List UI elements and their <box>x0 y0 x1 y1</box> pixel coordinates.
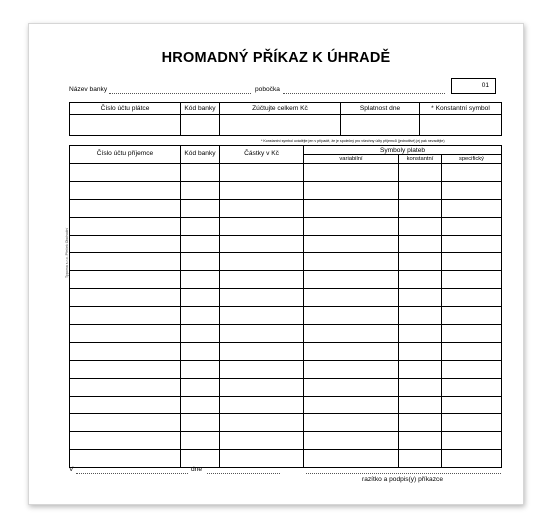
table-row <box>70 450 502 468</box>
table-row <box>70 164 502 182</box>
recipient-bank-code-cell[interactable] <box>181 199 220 217</box>
recipient-bank-code-cell[interactable] <box>181 289 220 307</box>
signature-label: razítko a podpis(y) příkazce <box>362 476 443 483</box>
printer-imprint: Typoma s.r.o. Přeček Obchodní <box>65 227 69 278</box>
recipient-bank-code-cell[interactable] <box>181 217 220 235</box>
branch-field[interactable] <box>283 93 445 94</box>
table-row <box>70 271 502 289</box>
recipient-bank-code-cell[interactable] <box>181 307 220 325</box>
specific-symbol-cell[interactable] <box>442 181 502 199</box>
variable-symbol-cell[interactable] <box>304 253 399 271</box>
variable-symbol-cell[interactable] <box>304 199 399 217</box>
recipient-bank-code-cell[interactable] <box>181 378 220 396</box>
recipient-bank-code-cell[interactable] <box>181 181 220 199</box>
header-amounts: Částky v Kč <box>220 146 304 164</box>
payment-order-form <box>28 23 524 505</box>
variable-symbol-cell[interactable] <box>304 325 399 343</box>
specific-symbol-cell[interactable] <box>442 217 502 235</box>
variable-symbol-cell[interactable] <box>304 217 399 235</box>
amount-cell[interactable] <box>220 253 304 271</box>
header-payer-account: Číslo účtu plátce <box>70 103 181 115</box>
specific-symbol-cell[interactable] <box>442 289 502 307</box>
recipient-account-cell[interactable] <box>70 164 181 182</box>
constant-symbol-row-cell[interactable] <box>399 253 442 271</box>
recipient-bank-code-cell[interactable] <box>181 360 220 378</box>
specific-symbol-cell[interactable] <box>442 378 502 396</box>
header-bank-code: Kód banky <box>181 103 220 115</box>
recipient-account-cell[interactable] <box>70 414 181 432</box>
form-number: 01 <box>451 78 496 94</box>
amount-cell[interactable] <box>220 235 304 253</box>
amount-cell[interactable] <box>220 414 304 432</box>
table-row <box>70 342 502 360</box>
specific-symbol-cell[interactable] <box>442 342 502 360</box>
payer-bank-code-cell[interactable] <box>181 115 220 136</box>
form-title: HROMADNÝ PŘÍKAZ K ÚHRADĚ <box>161 50 391 66</box>
specific-symbol-cell[interactable] <box>442 432 502 450</box>
payer-table <box>69 102 502 136</box>
header-recipient-bank-code: Kód banky <box>181 146 220 164</box>
recipient-bank-code-cell[interactable] <box>181 253 220 271</box>
variable-symbol-cell[interactable] <box>304 396 399 414</box>
constant-symbol-row-cell[interactable] <box>399 289 442 307</box>
table-row <box>70 432 502 450</box>
bank-name-field[interactable] <box>109 93 251 94</box>
variable-symbol-cell[interactable] <box>304 360 399 378</box>
header-payment-symbols: Symboly plateb <box>304 146 502 155</box>
constant-symbol-cell[interactable] <box>420 115 502 136</box>
recipient-bank-code-cell[interactable] <box>181 342 220 360</box>
recipient-account-cell[interactable] <box>70 342 181 360</box>
constant-symbol-row-cell[interactable] <box>399 307 442 325</box>
header-constant-symbol: * Konstantní symbol <box>420 103 502 115</box>
specific-symbol-cell[interactable] <box>442 360 502 378</box>
table-row <box>70 414 502 432</box>
recipient-bank-code-cell[interactable] <box>181 164 220 182</box>
table-row <box>70 181 502 199</box>
variable-symbol-cell[interactable] <box>304 181 399 199</box>
specific-symbol-cell[interactable] <box>442 235 502 253</box>
branch-label: pobočka <box>255 86 280 93</box>
amount-cell[interactable] <box>220 360 304 378</box>
table-row <box>70 378 502 396</box>
table-row <box>70 289 502 307</box>
recipient-account-cell[interactable] <box>70 325 181 343</box>
place-field[interactable] <box>76 473 188 474</box>
table-row <box>70 199 502 217</box>
recipient-account-cell[interactable] <box>70 289 181 307</box>
amount-cell[interactable] <box>220 342 304 360</box>
recipient-bank-code-cell[interactable] <box>181 432 220 450</box>
header-due-date: Splatnost dne <box>341 103 420 115</box>
variable-symbol-cell[interactable] <box>304 414 399 432</box>
table-row <box>70 325 502 343</box>
specific-symbol-cell[interactable] <box>442 396 502 414</box>
recipient-account-cell[interactable] <box>70 378 181 396</box>
recipient-account-cell[interactable] <box>70 199 181 217</box>
constant-symbol-row-cell[interactable] <box>399 378 442 396</box>
date-label: dne <box>191 466 203 473</box>
amount-cell[interactable] <box>220 325 304 343</box>
date-field[interactable] <box>207 473 280 474</box>
amount-cell[interactable] <box>220 450 304 468</box>
amount-cell[interactable] <box>220 181 304 199</box>
amount-cell[interactable] <box>220 271 304 289</box>
constant-symbol-row-cell[interactable] <box>399 325 442 343</box>
amount-cell[interactable] <box>220 199 304 217</box>
variable-symbol-cell[interactable] <box>304 164 399 182</box>
specific-symbol-cell[interactable] <box>442 414 502 432</box>
recipient-account-cell[interactable] <box>70 360 181 378</box>
recipient-account-cell[interactable] <box>70 235 181 253</box>
constant-symbol-row-cell[interactable] <box>399 450 442 468</box>
recipients-table <box>69 145 502 468</box>
bank-name-label: Název banky <box>69 86 108 93</box>
variable-symbol-cell[interactable] <box>304 378 399 396</box>
due-date-cell[interactable] <box>341 115 420 136</box>
variable-symbol-cell[interactable] <box>304 271 399 289</box>
recipient-account-cell[interactable] <box>70 253 181 271</box>
signature-field[interactable] <box>306 473 501 474</box>
constant-symbol-row-cell[interactable] <box>399 164 442 182</box>
variable-symbol-cell[interactable] <box>304 432 399 450</box>
recipient-bank-code-cell[interactable] <box>181 414 220 432</box>
amount-cell[interactable] <box>220 396 304 414</box>
constant-symbol-row-cell[interactable] <box>399 181 442 199</box>
variable-symbol-cell[interactable] <box>304 289 399 307</box>
constant-symbol-row-cell[interactable] <box>399 199 442 217</box>
table-row <box>70 217 502 235</box>
specific-symbol-cell[interactable] <box>442 199 502 217</box>
variable-symbol-cell[interactable] <box>304 342 399 360</box>
recipient-bank-code-cell[interactable] <box>181 235 220 253</box>
constant-symbol-row-cell[interactable] <box>399 217 442 235</box>
amount-cell[interactable] <box>220 432 304 450</box>
recipient-bank-code-cell[interactable] <box>181 271 220 289</box>
table-row <box>70 235 502 253</box>
constant-symbol-row-cell[interactable] <box>399 432 442 450</box>
header-specific-symbol: specifický <box>442 155 502 164</box>
recipient-account-cell[interactable] <box>70 432 181 450</box>
recipient-account-cell[interactable] <box>70 450 181 468</box>
table-row <box>70 360 502 378</box>
amount-cell[interactable] <box>220 164 304 182</box>
specific-symbol-cell[interactable] <box>442 164 502 182</box>
recipient-bank-code-cell[interactable] <box>181 450 220 468</box>
constant-symbol-row-cell[interactable] <box>399 342 442 360</box>
recipient-account-cell[interactable] <box>70 217 181 235</box>
header-constant: konstantní <box>399 155 442 164</box>
specific-symbol-cell[interactable] <box>442 271 502 289</box>
constant-symbol-note: * Konstantní symbol uvádějte jen v případě, že je společný pro všechny účty příjemců (jednotlivé) jej pak nevadějte) <box>261 139 445 143</box>
amount-cell[interactable] <box>220 378 304 396</box>
constant-symbol-row-cell[interactable] <box>399 414 442 432</box>
recipient-bank-code-cell[interactable] <box>181 325 220 343</box>
payer-account-cell[interactable] <box>70 115 181 136</box>
amount-cell[interactable] <box>220 217 304 235</box>
table-row <box>70 253 502 271</box>
recipient-account-cell[interactable] <box>70 396 181 414</box>
table-row <box>70 307 502 325</box>
total-cell[interactable] <box>220 115 341 136</box>
constant-symbol-row-cell[interactable] <box>399 360 442 378</box>
constant-symbol-row-cell[interactable] <box>399 396 442 414</box>
header-recipient-account: Číslo účtu příjemce <box>70 146 181 164</box>
recipient-account-cell[interactable] <box>70 271 181 289</box>
header-total: Zúčtujte celkem Kč <box>220 103 341 115</box>
specific-symbol-cell[interactable] <box>442 253 502 271</box>
specific-symbol-cell[interactable] <box>442 307 502 325</box>
specific-symbol-cell[interactable] <box>442 325 502 343</box>
constant-symbol-row-cell[interactable] <box>399 235 442 253</box>
specific-symbol-cell[interactable] <box>442 450 502 468</box>
recipient-bank-code-cell[interactable] <box>181 396 220 414</box>
header-variable-symbol: variabilní <box>304 155 399 164</box>
amount-cell[interactable] <box>220 289 304 307</box>
table-row <box>70 396 502 414</box>
variable-symbol-cell[interactable] <box>304 235 399 253</box>
recipient-account-cell[interactable] <box>70 181 181 199</box>
place-label: V <box>69 466 74 473</box>
variable-symbol-cell[interactable] <box>304 450 399 468</box>
recipient-account-cell[interactable] <box>70 307 181 325</box>
variable-symbol-cell[interactable] <box>304 307 399 325</box>
amount-cell[interactable] <box>220 307 304 325</box>
constant-symbol-row-cell[interactable] <box>399 271 442 289</box>
